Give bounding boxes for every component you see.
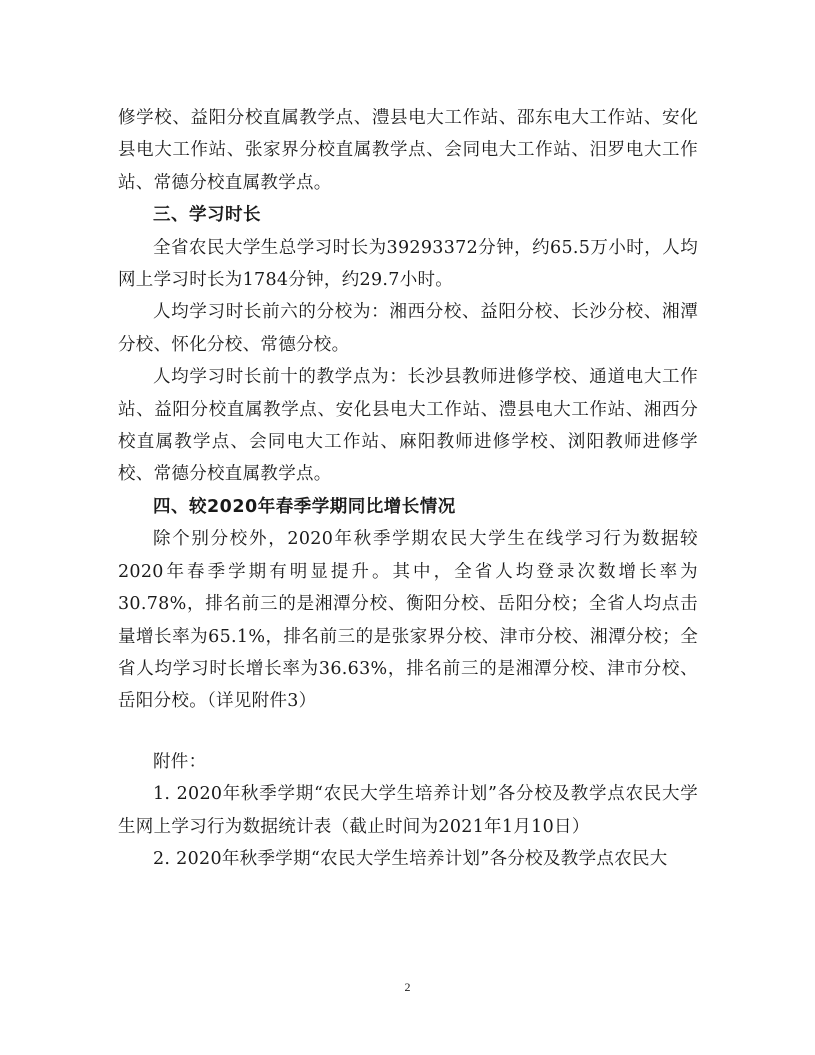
page-number: 2 [404,980,411,994]
section-heading-study-duration: 三、学习时长 [153,205,261,226]
attachments-label: 附件： [153,751,207,772]
paragraph-top-six-branches: 人均学习时长前六的分校为：湘西分校、益阳分校、长沙分校、湘潭分校、怀化分校、常德分校。 [118,302,698,355]
attachment-item-2: 2. 2020年秋季学期“农民大学生培养计划”各分校及教学点农民大 [153,848,668,869]
document-body [118,102,698,875]
attachment-item-1: 1. 2020年秋季学期“农民大学生培养计划”各分校及教学点农民大学生网上学习行为数据统计表（截止时间为2021年1月10日） [118,784,698,837]
paragraph-top-ten-sites: 人均学习时长前十的教学点为：长沙县教师进修学校、通道电大工作站、益阳分校直属教学点、安化县电大工作站、澧县电大工作站、湘西分校直属教学点、会同电大工作站、麻阳教师进修学校、浏阳教师进修学校、常德分校直属教学点。 [118,367,698,485]
section-heading-growth: 四、较2020年春季学期同比增长情况 [153,496,456,517]
paragraph-continuation: 修学校、益阳分校直属教学点、澧县电大工作站、邵东电大工作站、安化县电大工作站、张家界分校直属教学点、会同电大工作站、汨罗电大工作站、常德分校直属教学点。 [118,108,698,193]
paragraph-growth-details: 除个别分校外，2020年秋季学期农民大学生在线学习行为数据较2020年春季学期有明显提升。其中，全省人均登录次数增长率为30.78%，排名前三的是湘潭分校、衡阳分校、岳阳分校；全省人均点击量增长率为65.1%，排名前三的是张家界分校、津市分校、湘潭分校；全省人均学习时长增长率为36.63%，排名前三的是湘潭分校、津市分校、岳阳分校。（详见附件3） [118,529,698,712]
paragraph-total-duration: 全省农民大学生总学习时长为39293372分钟，约65.5万小时，人均网上学习时长为1784分钟，约29.7小时。 [118,237,698,291]
spacer [118,718,698,746]
